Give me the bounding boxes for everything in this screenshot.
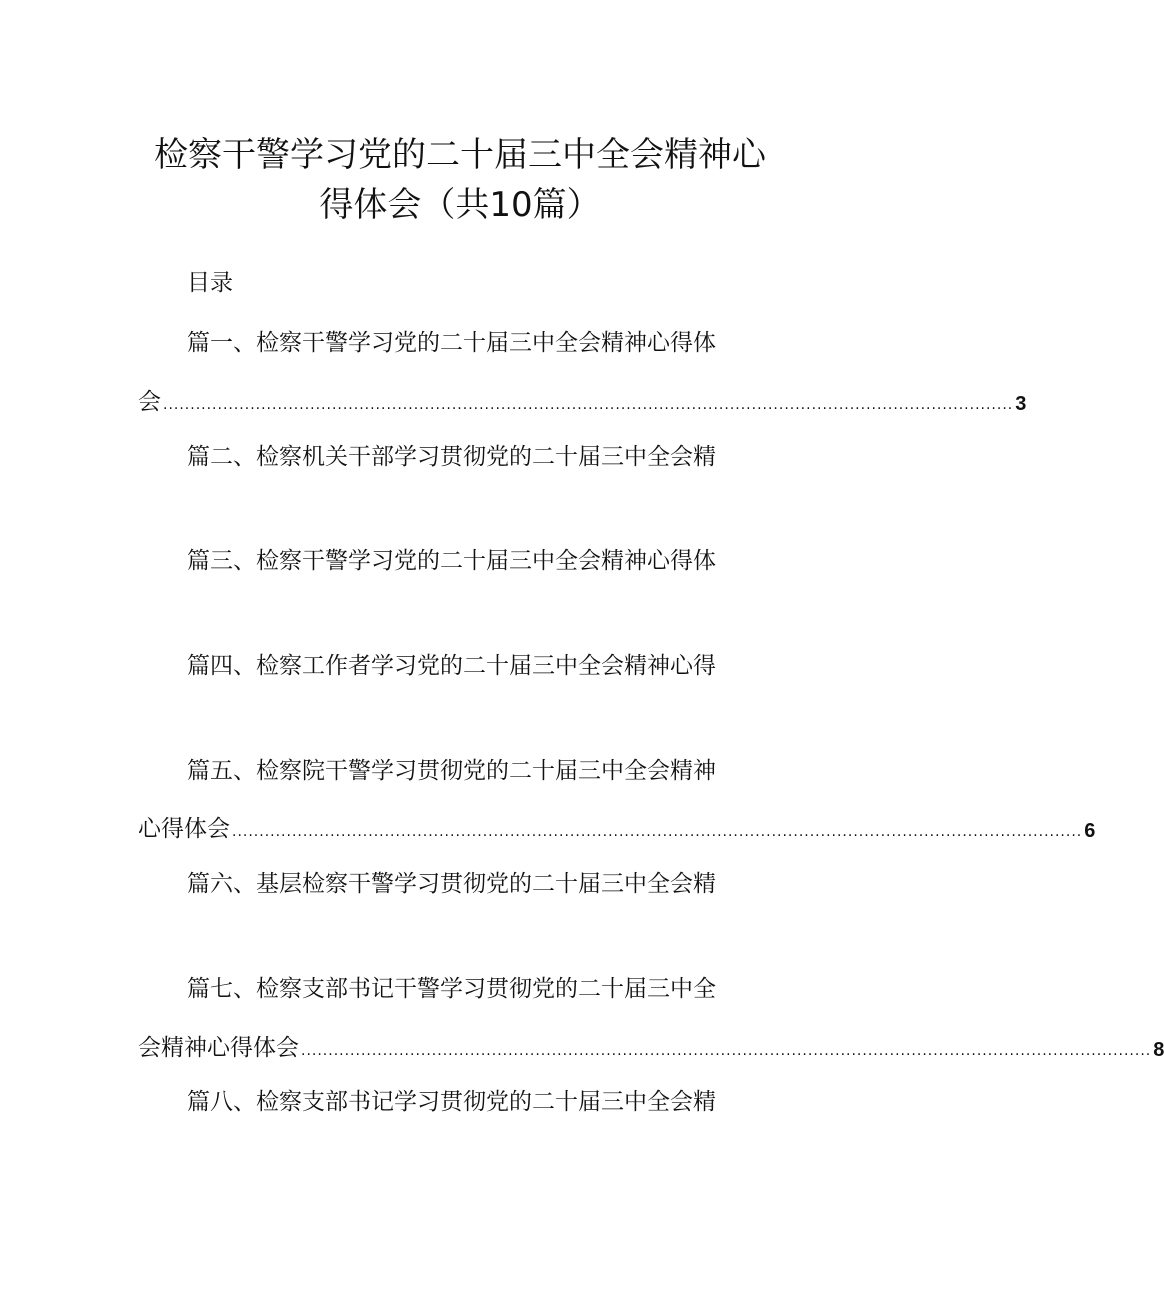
toc-entry-7-continuation[interactable] bbox=[138, 1035, 1164, 1061]
toc-entry-2[interactable]: 篇二、检察机关干部学习贯彻党的二十届三中全会精 bbox=[187, 444, 716, 470]
toc-leader-dots: ............................................................................................................................................................ bbox=[301, 1043, 1152, 1059]
toc-entry-5[interactable]: 篇五、检察院干警学习贯彻党的二十届三中全会精神 bbox=[187, 758, 716, 784]
toc-entry-1-continuation[interactable] bbox=[138, 389, 1027, 415]
toc-entry-1[interactable]: 篇一、检察干警学习党的二十届三中全会精神心得体 bbox=[187, 330, 716, 356]
toc-entry-5-page: 6 bbox=[1084, 820, 1096, 842]
toc-entry-7[interactable]: 篇七、检察支部书记干警学习贯彻党的二十届三中全 bbox=[187, 976, 716, 1002]
toc-entry-3[interactable]: 篇三、检察干警学习党的二十届三中全会精神心得体 bbox=[187, 548, 716, 574]
document-title-line-1: 检察干警学习党的二十届三中全会精神心 bbox=[154, 135, 766, 175]
toc-entry-5-continuation[interactable] bbox=[138, 816, 1096, 842]
toc-entry-6[interactable]: 篇六、基层检察干警学习贯彻党的二十届三中全会精 bbox=[187, 871, 716, 897]
toc-entry-7-text: 会精神心得体会 bbox=[138, 1035, 299, 1061]
toc-leader-dots: ............................................................................................................................................................ bbox=[232, 824, 1083, 840]
toc-entry-1-text: 会 bbox=[138, 389, 161, 415]
toc-entry-8[interactable]: 篇八、检察支部书记学习贯彻党的二十届三中全会精 bbox=[187, 1089, 716, 1115]
toc-leader-dots: ............................................................................................................................................................ bbox=[163, 397, 1014, 413]
toc-entry-5-text: 心得体会 bbox=[138, 816, 230, 842]
toc-heading: 目录 bbox=[187, 270, 233, 296]
toc-entry-4[interactable]: 篇四、检察工作者学习党的二十届三中全会精神心得 bbox=[187, 653, 716, 679]
document-title-line-2: 得体会（共10篇） bbox=[319, 185, 601, 225]
toc-entry-7-page: 8 bbox=[1153, 1039, 1164, 1061]
toc-entry-1-page: 3 bbox=[1015, 393, 1027, 415]
